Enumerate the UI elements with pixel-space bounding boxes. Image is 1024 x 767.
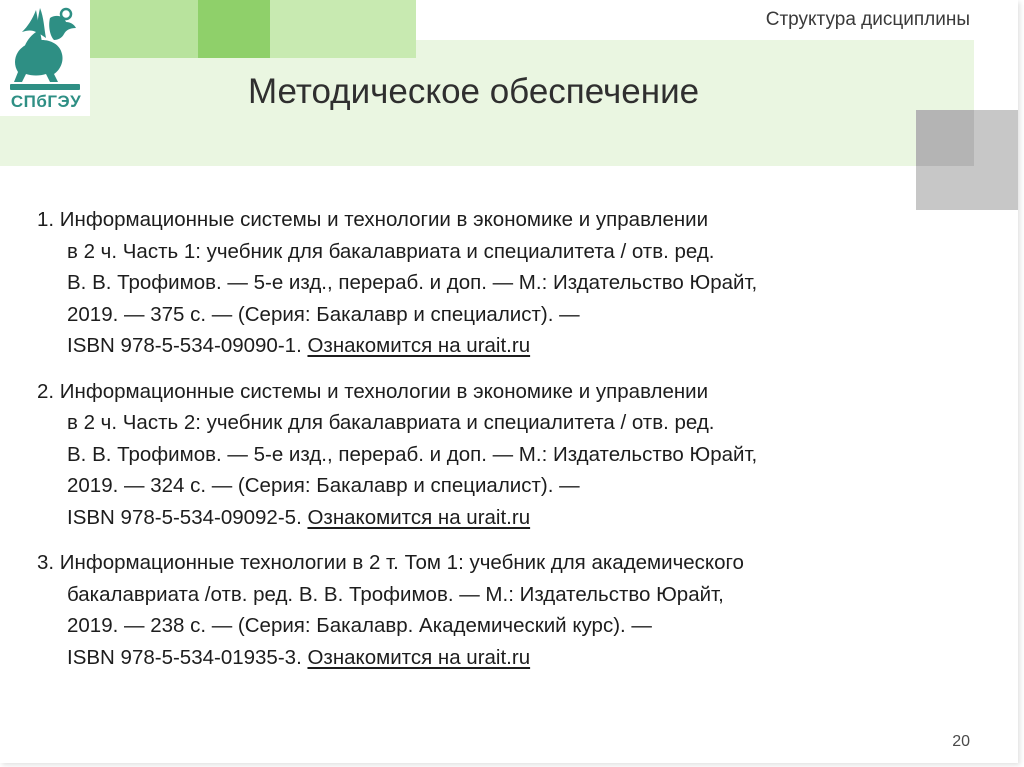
logo-text: СПбГЭУ: [10, 92, 82, 111]
reference-line: в 2 ч. Часть 1: учебник для бакалавриата и специалитета / отв. ред.: [67, 239, 715, 263]
reference-isbn-line: [67, 642, 937, 674]
page-number: 20: [952, 733, 970, 750]
reference-isbn: ISBN 978-5-534-01935-3.: [67, 645, 302, 669]
reference-line: 2019. — 324 с. — (Серия: Бакалавр и специалист). —: [67, 474, 580, 497]
section-label: Структура дисциплины: [765, 9, 970, 30]
reference-line: в 2 ч. Часть 2: учебник для бакалавриата и специалитета / отв. ред.: [67, 411, 715, 434]
reference-isbn-line: [67, 330, 937, 362]
reference-line: бакалавриата /отв. ред. В. В. Трофимов. — М.: Издательство Юрайт,: [67, 582, 724, 606]
decor-block-green: [198, 0, 270, 58]
urait-link[interactable]: Ознакомится на urait.ru: [307, 645, 531, 669]
reference-list: [37, 204, 937, 687]
decor-block-light-green: [90, 0, 198, 58]
griffin-icon: [6, 4, 84, 92]
reference-item-3: [37, 547, 937, 673]
reference-line: 3. Информационные технологии в 2 т. Том 1: учебник для академического: [37, 551, 744, 574]
reference-item-1: [37, 204, 937, 362]
decor-block-pale-green: [270, 0, 416, 58]
reference-line: 2019. — 375 с. — (Серия: Бакалавр и специалист). —: [67, 302, 580, 326]
urait-link[interactable]: Ознакомится на urait.ru: [307, 334, 531, 357]
reference-line: 2. Информационные системы и технологии в экономике и управлении: [37, 379, 709, 403]
reference-isbn-line: [67, 502, 937, 534]
reference-line: 1. Информационные системы и технологии в экономике и управлении: [37, 208, 709, 231]
reference-item-2: [37, 376, 937, 534]
reference-line: В. В. Трофимов. — 5-е изд., перераб. и доп. — М.: Издательство Юрайт,: [67, 271, 758, 294]
page-title: Методическое обеспечение: [248, 72, 700, 111]
reference-isbn: ISBN 978-5-534-09090-1.: [67, 334, 302, 357]
urait-link[interactable]: Ознакомится на urait.ru: [307, 505, 531, 529]
reference-isbn: ISBN 978-5-534-09092-5.: [67, 505, 302, 529]
university-logo: [0, 0, 90, 116]
reference-line: В. В. Трофимов. — 5-е изд., перераб. и доп. — М.: Издательство Юрайт,: [67, 442, 758, 466]
reference-line: 2019. — 238 с. — (Серия: Бакалавр. Академический курс). —: [67, 614, 652, 637]
decor-block-dark-gray: [916, 110, 974, 166]
